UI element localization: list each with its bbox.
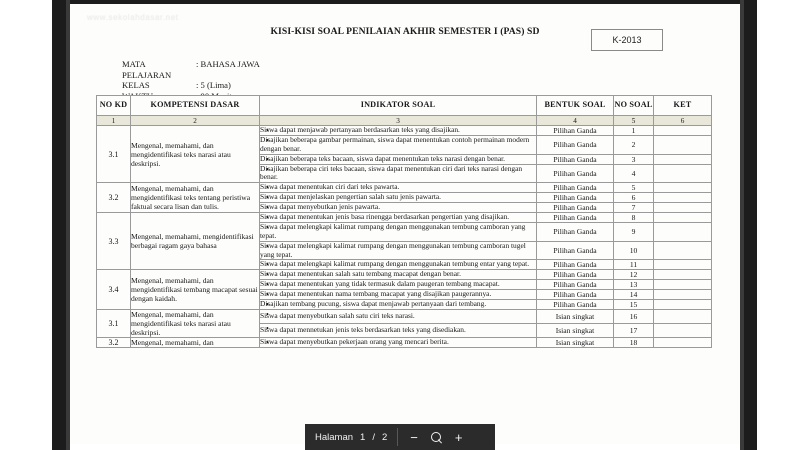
cell-kompetensi-dasar: Mengenal, memahami, mengidentifikasi berbagai ragam gaya bahasa — [131, 213, 260, 270]
site-watermark: www.sekolahdasar.net — [87, 13, 179, 22]
page-shadow-right — [740, 0, 744, 450]
cell-kompetensi-dasar: Mengenal, memahami, dan mengidentifikasi teks narasi atau deskripsi. — [131, 310, 260, 338]
page-indicator — [305, 432, 397, 443]
cell-kompetensi-dasar: Mengenal, memahami, dan mengidentifikasi teks narasi atau deskripsi. — [131, 126, 260, 183]
cell-no-soal: 5 — [614, 183, 654, 193]
cell-no-soal: 11 — [614, 260, 654, 270]
cell-bentuk-soal: Pilihan Ganda — [537, 193, 614, 203]
cell-indikator-soal: • Siswa dapat menjawab pertanyaan berdasarkan teks yang disajikan. — [260, 126, 537, 136]
col-number: 6 — [654, 116, 712, 126]
cell-bentuk-soal: Pilihan Ganda — [537, 300, 614, 310]
cell-ket — [654, 300, 712, 310]
cell-indikator-soal: • Siswa dapat menentukan yang tidak termasuk dalam paugeran tembang macapat. — [260, 280, 537, 290]
cell-no-kd: 3.4 — [97, 270, 131, 310]
document-page — [70, 4, 740, 444]
cell-bentuk-soal: Pilihan Ganda — [537, 241, 614, 260]
cell-indikator-soal: • Siswa dapat menyebutkan pekerjaan orang yang mencari berita. — [260, 338, 537, 348]
cell-no-soal: 6 — [614, 193, 654, 203]
cell-kompetensi-dasar: Mengenal, memahami, dan mengidentifikasi teks tentang peristiwa faktual secara lisan dan tulis. — [131, 183, 260, 213]
cell-no-soal: 13 — [614, 280, 654, 290]
cell-no-soal: 1 — [614, 126, 654, 136]
meta-row — [122, 59, 260, 80]
col-number: 2 — [131, 116, 260, 126]
cell-no-soal: 10 — [614, 241, 654, 260]
col-header-indikator-soal: INDIKATOR SOAL — [260, 96, 537, 116]
cell-ket — [654, 223, 712, 242]
cell-kompetensi-dasar: Mengenal, memahami, dan — [131, 338, 260, 348]
viewer-frame-left — [52, 0, 66, 450]
table-row — [97, 213, 712, 223]
cell-no-soal: 4 — [614, 164, 654, 183]
col-header-no-soal: NO SOAL — [614, 96, 654, 116]
page-title: KISI-KISI SOAL PENILAIAN AKHIR SEMESTER I (PAS) SD — [270, 26, 540, 37]
cell-no-kd: 3.2 — [97, 183, 131, 213]
page-label: Halaman — [315, 431, 354, 443]
total-page-number: 2 — [381, 431, 388, 443]
table-header — [97, 96, 712, 126]
cell-indikator-soal: • Siswa dapat melengkapi kalimat rumpang dengan menggunakan tembung camboran yang tepat. — [260, 223, 537, 242]
kisi-kisi-table — [96, 95, 712, 348]
cell-no-soal: 7 — [614, 203, 654, 213]
cell-no-soal: 14 — [614, 290, 654, 300]
cell-bentuk-soal: Isian singkat — [537, 324, 614, 338]
cell-indikator-soal: • Siswa dapat menjelaskan pengertian salah satu jenis pawarta. — [260, 193, 537, 203]
cell-bentuk-soal: Pilihan Ganda — [537, 203, 614, 213]
meta-key: KELAS — [122, 80, 150, 91]
col-header-bentuk-soal: BENTUK SOAL — [537, 96, 614, 116]
col-number: 5 — [614, 116, 654, 126]
table-header-row — [97, 96, 712, 116]
cell-bentuk-soal: Pilihan Ganda — [537, 270, 614, 280]
cell-indikator-soal: • Siswa dapat menentukan jenis basa rinengga berdasarkan pengertian yang disajikan. — [260, 213, 537, 223]
cell-ket — [654, 270, 712, 280]
column-number-row — [97, 116, 712, 126]
cell-no-soal: 3 — [614, 154, 654, 164]
cell-no-soal: 2 — [614, 136, 654, 155]
magnifier-icon[interactable] — [431, 432, 442, 443]
cell-ket — [654, 183, 712, 193]
cell-ket — [654, 338, 712, 348]
cell-indikator-soal: • Siswa dapat menyebutkan salah satu ciri teks narasi. — [260, 310, 537, 324]
zoom-controls — [398, 431, 474, 444]
meta-value: : BAHASA JAWA — [196, 59, 260, 69]
col-number: 1 — [97, 116, 131, 126]
minus-icon[interactable]: − — [410, 429, 418, 445]
cell-bentuk-soal: Pilihan Ganda — [537, 280, 614, 290]
cell-bentuk-soal: Pilihan Ganda — [537, 183, 614, 193]
table-row — [97, 126, 712, 136]
plus-icon[interactable]: + — [454, 429, 463, 445]
cell-ket — [654, 136, 712, 155]
cell-no-soal: 12 — [614, 270, 654, 280]
cell-bentuk-soal: Pilihan Ganda — [537, 213, 614, 223]
cell-ket — [654, 290, 712, 300]
cell-ket — [654, 241, 712, 260]
cell-bentuk-soal: Pilihan Ganda — [537, 223, 614, 242]
col-number: 3 — [260, 116, 537, 126]
cell-bentuk-soal: Pilihan Ganda — [537, 126, 614, 136]
cell-indikator-soal: • Siswa dapat melengkapi kalimat rumpang dengan menggunakan tembung entar yang tepat. — [260, 260, 537, 270]
viewer-frame-right — [744, 0, 757, 450]
cell-bentuk-soal: Pilihan Ganda — [537, 290, 614, 300]
meta-value: : 5 (Lima) — [196, 80, 231, 91]
cell-no-soal: 9 — [614, 223, 654, 242]
cell-indikator-soal: • Siswa dapat mennetukan jenis teks berdasarkan teks yang disediakan. — [260, 324, 537, 338]
cell-ket — [654, 260, 712, 270]
current-page-number[interactable]: 1 — [360, 431, 366, 443]
col-header-ket: KET — [654, 96, 712, 116]
cell-ket — [654, 154, 712, 164]
cell-indikator-soal: • Disajikan beberapa teks bacaan, siswa dapat menentukan teks narasi dengan benar. — [260, 154, 537, 164]
col-header-no-kd: NO KD — [97, 96, 131, 116]
pdf-toolbar[interactable] — [305, 424, 495, 450]
cell-bentuk-soal: Isian singkat — [537, 338, 614, 348]
cell-indikator-soal: • Disajikan tembang pucung, siswa dapat menjawab pertanyaan dari tembang. — [260, 300, 537, 310]
cell-no-kd: 3.1 — [97, 310, 131, 338]
cell-ket — [654, 193, 712, 203]
meta-key: MATA PELAJARAN — [122, 59, 172, 80]
col-number: 4 — [537, 116, 614, 126]
cell-no-kd: 3.3 — [97, 213, 131, 270]
cell-indikator-soal: • Disajikan beberapa ciri teks bacaan, siswa dapat menentukan ciri dari teks narasi dengan benar. — [260, 164, 537, 183]
cell-indikator-soal: • Siswa dapat menentukan salah satu tembang macapat dengan benar. — [260, 270, 537, 280]
cell-ket — [654, 324, 712, 338]
cell-ket — [654, 213, 712, 223]
cell-ket — [654, 310, 712, 324]
table-body — [97, 126, 712, 348]
col-header-kompetensi-dasar: KOMPETENSI DASAR — [131, 96, 260, 116]
cell-ket — [654, 164, 712, 183]
table-row — [97, 270, 712, 280]
cell-indikator-soal: • Disajikan beberapa gambar permainan, siswa dapat menentukan contoh permainan modern dengan benar. — [260, 136, 537, 155]
cell-indikator-soal: • Siswa dapat melengkapi kalimat rumpang dengan menggunakan tembung camboran tugel yang tepat. — [260, 241, 537, 260]
cell-bentuk-soal: Isian singkat — [537, 310, 614, 324]
table-row — [97, 183, 712, 193]
meta-row — [122, 80, 260, 91]
cell-bentuk-soal: Pilihan Ganda — [537, 154, 614, 164]
table-row — [97, 310, 712, 324]
cell-indikator-soal: • Siswa dapat menentukan ciri dari teks pawarta. — [260, 183, 537, 193]
cell-no-soal: 15 — [614, 300, 654, 310]
cell-indikator-soal: • Siswa dapat menyebutkan jenis pawarta. — [260, 203, 537, 213]
table-row — [97, 338, 712, 348]
cell-no-kd: 3.1 — [97, 126, 131, 183]
cell-no-soal: 18 — [614, 338, 654, 348]
cell-bentuk-soal: Pilihan Ganda — [537, 136, 614, 155]
cell-no-soal: 8 — [614, 213, 654, 223]
curriculum-badge: K-2013 — [591, 29, 663, 51]
cell-ket — [654, 126, 712, 136]
cell-ket — [654, 203, 712, 213]
cell-indikator-soal: • Siswa dapat menentukan nama tembang macapat yang disajikan paugerannya. — [260, 290, 537, 300]
cell-bentuk-soal: Pilihan Ganda — [537, 164, 614, 183]
cell-ket — [654, 280, 712, 290]
cell-no-soal: 17 — [614, 324, 654, 338]
cell-no-soal: 16 — [614, 310, 654, 324]
cell-kompetensi-dasar: Mengenal, memahami, dan mengidentifikasi tembang macapat sesuai dengan kaidah. — [131, 270, 260, 310]
cell-no-kd: 3.2 — [97, 338, 131, 348]
cell-bentuk-soal: Pilihan Ganda — [537, 260, 614, 270]
page-separator: / — [372, 431, 375, 443]
